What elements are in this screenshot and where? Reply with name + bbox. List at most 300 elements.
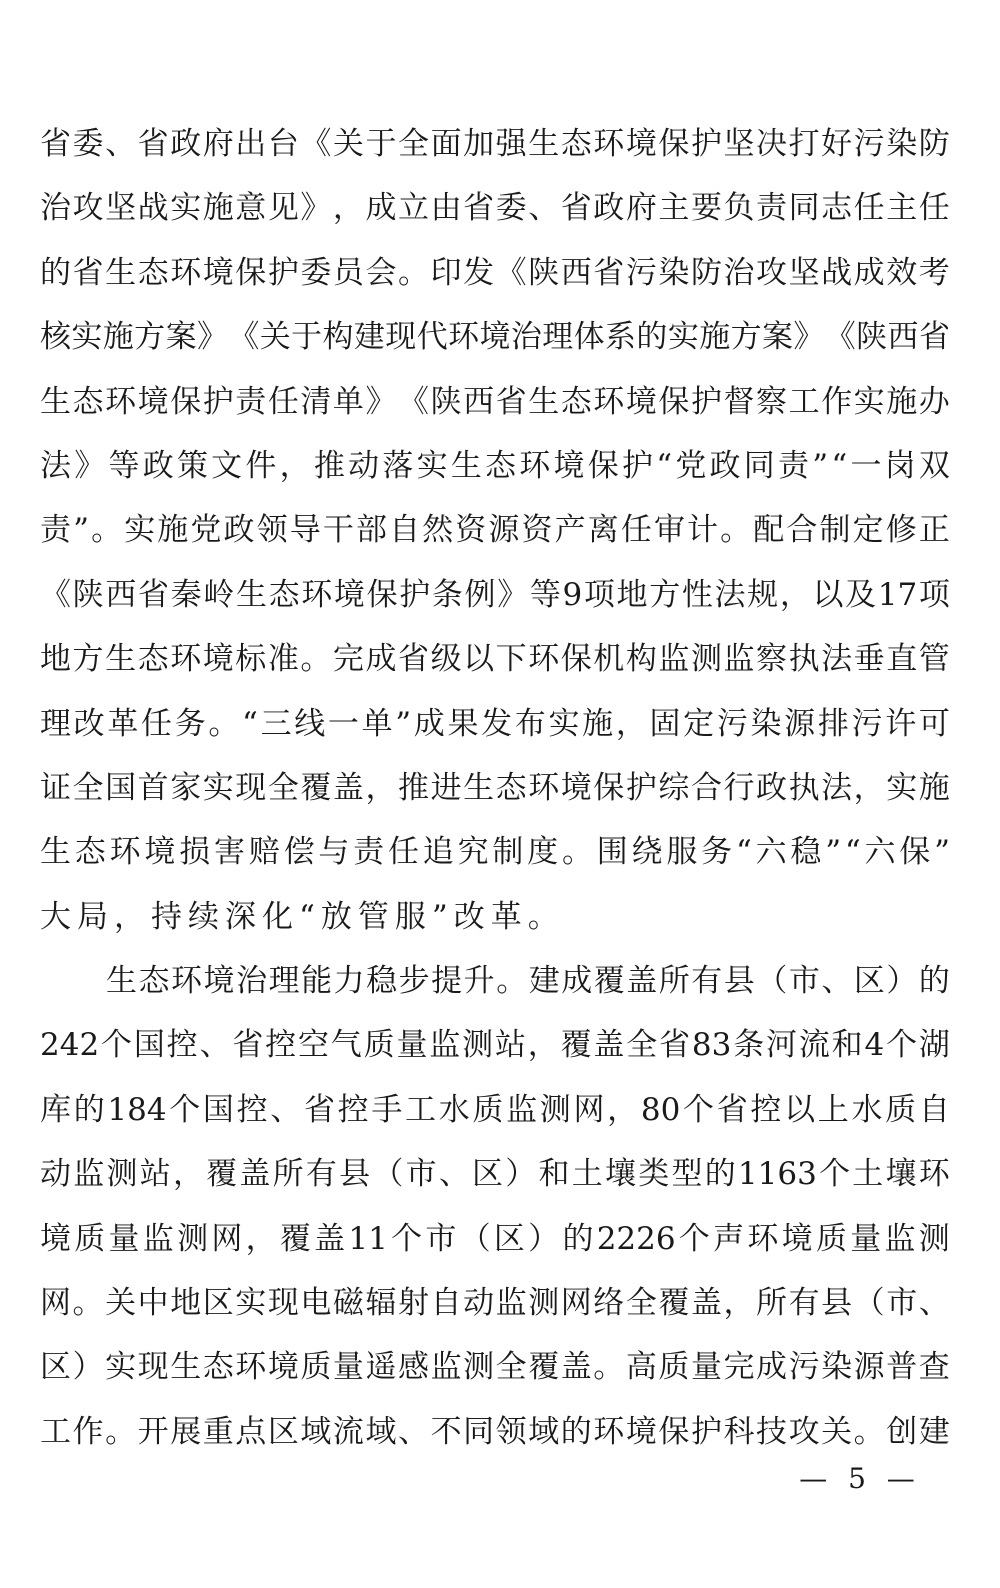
text-glyph: 覆 — [658, 1285, 690, 1322]
text-glyph: 监 — [429, 1027, 461, 1064]
text-glyph: 覆 — [528, 1349, 560, 1386]
text-line — [40, 820, 950, 884]
text-glyph: 态 — [495, 769, 527, 806]
text-glyph: 现 — [137, 1349, 169, 1386]
text-glyph: 理 — [40, 705, 71, 742]
text-glyph: 施 — [157, 512, 189, 549]
text-glyph: 护 — [690, 126, 722, 162]
text-glyph: 施 — [102, 319, 134, 356]
text-glyph: 有 — [788, 1285, 820, 1322]
text-glyph: 工 — [405, 1091, 437, 1128]
text-glyph: 系 — [605, 319, 637, 356]
text-glyph: 产 — [554, 512, 586, 549]
text-glyph: 防 — [918, 126, 950, 162]
text-glyph: 不 — [430, 1413, 462, 1450]
text-glyph: ” — [934, 834, 950, 871]
text-glyph: 生 — [235, 576, 267, 613]
text-glyph: 污 — [716, 705, 748, 742]
text-glyph: 以 — [463, 641, 495, 678]
text-glyph: 委 — [72, 126, 104, 162]
text-glyph: 同 — [788, 190, 820, 227]
text-glyph: 生 — [40, 383, 71, 420]
text-glyph: 市 — [886, 1285, 918, 1322]
text-glyph: 态 — [268, 576, 300, 613]
text-glyph: 攻 — [788, 1413, 820, 1450]
text-glyph: 80 — [640, 1091, 681, 1128]
text-glyph: 感 — [398, 1349, 430, 1386]
text-glyph: 普 — [886, 1349, 918, 1386]
text-glyph: 性 — [681, 576, 713, 613]
text-glyph: 提 — [431, 963, 463, 1000]
text-glyph: 双 — [918, 447, 950, 484]
text-glyph: 法 — [714, 576, 746, 613]
text-glyph: 覆 — [279, 1220, 311, 1257]
text-glyph: 政 — [756, 769, 788, 806]
text-glyph: 作 — [821, 383, 853, 420]
text-glyph: 治 — [40, 190, 71, 227]
text-glyph: 家 — [170, 769, 202, 806]
text-glyph: 。 — [398, 254, 430, 291]
text-glyph: 落 — [382, 447, 414, 484]
text-glyph: 护 — [621, 447, 653, 484]
text-glyph: 步 — [398, 963, 430, 1000]
text-glyph: 质 — [363, 1027, 395, 1064]
text-glyph: 、 — [270, 1091, 302, 1128]
text-glyph: 关 — [332, 126, 364, 162]
text-glyph: 科 — [723, 1413, 755, 1450]
text-glyph: 续 — [188, 898, 219, 935]
text-glyph: 工 — [788, 383, 820, 420]
text-glyph: 生 — [40, 834, 71, 871]
text-glyph: 地 — [40, 641, 71, 678]
text-glyph: 任 — [267, 383, 299, 420]
text-glyph: 政 — [170, 126, 202, 162]
text-glyph: 省 — [918, 319, 950, 356]
text-glyph: 自 — [918, 1091, 950, 1128]
text-glyph: ， — [723, 1285, 755, 1322]
text-glyph: 项 — [583, 576, 615, 613]
text-glyph: 网 — [40, 1285, 71, 1322]
text-glyph: 《 — [398, 383, 430, 420]
text-glyph: 》 — [300, 190, 332, 227]
text-glyph: 盖 — [239, 1156, 271, 1193]
text-glyph: ， — [615, 705, 647, 742]
text-glyph: 》 — [365, 383, 397, 420]
text-glyph: 络 — [593, 1285, 625, 1322]
text-line — [40, 176, 950, 240]
text-glyph: 攻 — [756, 254, 788, 291]
text-glyph: 盖 — [560, 1349, 592, 1386]
text-glyph: 控 — [236, 1091, 268, 1128]
text-glyph: 条 — [733, 1027, 765, 1064]
text-glyph: 个 — [683, 1091, 714, 1128]
text-glyph: 境 — [202, 641, 234, 678]
text-glyph: ） — [886, 963, 918, 1000]
text-glyph: 态 — [485, 447, 517, 484]
text-glyph: 生 — [528, 126, 560, 162]
text-glyph: 污 — [788, 1349, 820, 1386]
text-glyph: 。 — [208, 705, 240, 742]
text-glyph: 、 — [199, 1027, 231, 1064]
text-glyph: ， — [332, 190, 364, 227]
text-glyph: 推 — [313, 447, 345, 484]
text-glyph: 及 — [845, 576, 877, 613]
text-glyph: 《 — [228, 319, 260, 356]
text-glyph: 市 — [405, 1156, 437, 1193]
text-glyph: 个 — [101, 1027, 132, 1064]
text-glyph: 同 — [743, 447, 775, 484]
text-glyph: 由 — [430, 190, 462, 227]
text-glyph: 生 — [105, 641, 137, 678]
text-glyph: 保 — [658, 126, 690, 162]
text-glyph: 府 — [625, 190, 657, 227]
text-glyph: 战 — [821, 254, 853, 291]
text-glyph: 法 — [821, 641, 853, 678]
text-glyph: 建 — [528, 963, 560, 1000]
text-glyph: 责 — [756, 190, 788, 227]
text-glyph: 许 — [885, 705, 917, 742]
text-glyph: 合 — [690, 769, 722, 806]
text-glyph: 境 — [333, 576, 365, 613]
text-glyph: 境 — [625, 1413, 657, 1450]
text-glyph: 流 — [332, 1413, 364, 1450]
text-glyph: 。 — [496, 963, 528, 1000]
text-glyph: 。 — [300, 641, 332, 678]
text-glyph: 下 — [495, 641, 527, 678]
text-glyph: 、 — [105, 126, 137, 162]
text-glyph: 站 — [139, 1156, 171, 1193]
text-glyph: 办 — [918, 383, 950, 420]
text-glyph: 制 — [819, 512, 851, 549]
text-glyph: 党 — [190, 512, 222, 549]
text-glyph: 实 — [170, 190, 202, 227]
text-glyph: 动 — [463, 1285, 495, 1322]
text-glyph: 染 — [658, 254, 690, 291]
text-glyph: 环 — [593, 383, 625, 420]
text-glyph: 电 — [300, 1285, 332, 1322]
text-glyph: 督 — [723, 383, 755, 420]
text-glyph: 治 — [510, 319, 542, 356]
text-glyph: 防 — [690, 254, 722, 291]
text-glyph: 证 — [40, 769, 71, 806]
text-glyph: 保 — [170, 383, 202, 420]
text-glyph: “ — [299, 898, 315, 935]
text-glyph: 线 — [294, 705, 326, 742]
text-glyph: ” — [395, 705, 412, 742]
text-glyph: 成 — [365, 190, 397, 227]
text-glyph: 于 — [365, 126, 397, 162]
text-glyph: 施 — [918, 769, 950, 806]
text-glyph: 政 — [593, 190, 625, 227]
text-glyph: 境 — [553, 447, 585, 484]
text-glyph: 主 — [886, 190, 918, 227]
text-glyph: 染 — [821, 1349, 853, 1386]
text-line — [40, 1335, 950, 1399]
text-glyph: 实 — [235, 1285, 267, 1322]
text-glyph: 治 — [723, 254, 755, 291]
text-glyph: 境 — [560, 769, 592, 806]
text-glyph: 一 — [327, 705, 359, 742]
text-glyph: 遥 — [365, 1349, 397, 1386]
text-glyph: 测 — [177, 1220, 209, 1257]
text-glyph: 能 — [301, 963, 333, 1000]
text-glyph: （ — [853, 1285, 885, 1322]
text-glyph: 全 — [626, 1027, 658, 1064]
text-glyph: 的 — [918, 963, 950, 1000]
text-glyph: 量 — [850, 1220, 882, 1257]
text-glyph: 态 — [72, 383, 104, 420]
text-glyph: 质 — [300, 1349, 332, 1386]
text-glyph: 保 — [560, 641, 592, 678]
text-glyph: 。 — [105, 1413, 137, 1450]
text-glyph: 全 — [625, 1285, 657, 1322]
text-glyph: 区 — [202, 1285, 234, 1322]
text-glyph: 保 — [658, 1413, 690, 1450]
text-glyph: 服 — [666, 834, 698, 871]
text-glyph: 量 — [108, 1220, 140, 1257]
text-glyph: ） — [528, 1220, 560, 1257]
text-glyph: 和 — [538, 1156, 570, 1193]
text-glyph: 环 — [528, 769, 560, 806]
text-glyph: 地 — [616, 576, 648, 613]
text-glyph: 态 — [137, 641, 169, 678]
text-glyph: （ — [756, 963, 788, 1000]
text-glyph: 印 — [430, 254, 462, 291]
text-glyph: 攻 — [72, 190, 104, 227]
text-glyph: 推 — [398, 769, 430, 806]
text-glyph: 创 — [886, 1413, 918, 1450]
text-glyph: 强 — [495, 126, 527, 162]
text-glyph: “ — [844, 834, 861, 871]
text-glyph: 技 — [756, 1413, 788, 1450]
text-glyph: 理 — [268, 963, 300, 1000]
text-glyph: 建 — [918, 1413, 950, 1450]
text-glyph: 自 — [389, 512, 421, 549]
text-glyph: 六 — [864, 834, 896, 871]
text-glyph: 核 — [40, 319, 71, 356]
text-glyph: 监 — [73, 1156, 105, 1193]
text-glyph: 1163 — [737, 1156, 817, 1193]
text-glyph: 导 — [289, 512, 321, 549]
text-glyph: 监 — [658, 641, 690, 678]
text-glyph: 、 — [528, 190, 560, 227]
text-glyph: 考 — [918, 254, 950, 291]
text-glyph: 要 — [690, 190, 722, 227]
text-glyph: 省 — [40, 126, 71, 162]
text-glyph: 染 — [750, 705, 782, 742]
text-glyph: 与 — [318, 834, 350, 871]
text-glyph: 站 — [494, 1027, 526, 1064]
text-glyph: 损 — [179, 834, 211, 871]
text-glyph: 境 — [625, 383, 657, 420]
text-glyph: 壤 — [604, 1156, 636, 1193]
text-glyph: 成 — [853, 254, 885, 291]
text-glyph: 有 — [305, 1156, 337, 1193]
text-glyph: 保 — [899, 834, 931, 871]
text-glyph: 项 — [918, 576, 950, 613]
text-line — [40, 370, 950, 434]
text-glyph: 任 — [620, 512, 652, 549]
text-glyph: 控 — [337, 1091, 369, 1128]
text-glyph: 台 — [267, 126, 299, 162]
text-glyph: 区 — [472, 1156, 504, 1193]
text-glyph: 、 — [918, 1285, 950, 1322]
text-glyph: 护 — [690, 383, 722, 420]
text-glyph: 体 — [573, 319, 605, 356]
text-glyph: 定 — [852, 512, 884, 549]
text-glyph: 发 — [463, 254, 495, 291]
text-glyph: 生 — [528, 383, 560, 420]
text-glyph: 测 — [539, 1091, 571, 1128]
text-glyph: 排 — [817, 705, 849, 742]
text-glyph: 坚 — [723, 126, 755, 162]
text-glyph: 域 — [528, 1413, 560, 1450]
text-glyph: 会 — [365, 254, 397, 291]
text-glyph: “ — [735, 834, 752, 871]
text-glyph: 可 — [918, 705, 950, 742]
page-number: — 5 — — [799, 1462, 921, 1495]
text-glyph: ， — [779, 576, 811, 613]
text-glyph: 负 — [723, 190, 755, 227]
text-glyph: 测 — [462, 1027, 494, 1064]
text-glyph: 度 — [527, 834, 559, 871]
text-glyph: 环 — [747, 1220, 779, 1257]
text-glyph: 审 — [653, 512, 685, 549]
text-glyph: 9 — [562, 576, 583, 613]
text-glyph: 战 — [137, 190, 169, 227]
text-glyph: 个 — [678, 1220, 710, 1257]
text-glyph: 环 — [105, 383, 137, 420]
text-glyph: 、 — [821, 963, 853, 1000]
text-glyph: 环 — [109, 834, 141, 871]
text-glyph: 所 — [272, 1156, 304, 1193]
text-glyph: 个 — [886, 1027, 918, 1064]
text-glyph: 决 — [756, 126, 788, 162]
text-glyph: 测 — [106, 1156, 138, 1193]
text-line — [40, 241, 950, 305]
text-glyph: 单 — [332, 383, 364, 420]
text-glyph: 害 — [213, 834, 245, 871]
text-glyph: 省 — [716, 1091, 748, 1128]
text-glyph: ， — [365, 769, 397, 806]
text-glyph: 等 — [529, 576, 561, 613]
text-glyph: 保 — [593, 769, 625, 806]
text-glyph: 见 — [267, 190, 299, 227]
text-glyph: 革 — [107, 705, 139, 742]
text-glyph: “ — [656, 447, 673, 484]
text-glyph: 省 — [463, 190, 495, 227]
text-glyph: 果 — [447, 705, 479, 742]
text-glyph: 质 — [472, 1091, 504, 1128]
text-glyph: 执 — [788, 769, 820, 806]
text-line — [40, 885, 950, 949]
text-glyph: 护 — [202, 383, 234, 420]
text-glyph: 覆 — [300, 769, 332, 806]
text-glyph: 部 — [355, 512, 387, 549]
text-glyph: 11 — [348, 1220, 388, 1257]
text-line — [40, 627, 950, 691]
text-glyph: 代 — [416, 319, 448, 356]
text-glyph: 动 — [40, 1156, 71, 1193]
text-glyph: 稳 — [366, 963, 398, 1000]
text-glyph: 护 — [399, 576, 431, 613]
text-glyph: 污 — [625, 254, 657, 291]
text-glyph: 意 — [235, 190, 267, 227]
text-line — [40, 1271, 950, 1335]
text-glyph: 定 — [683, 705, 715, 742]
text-glyph: 察 — [756, 383, 788, 420]
text-glyph: 态 — [202, 1349, 234, 1386]
text-glyph: 测 — [690, 641, 722, 678]
text-glyph: 秦 — [170, 576, 202, 613]
text-glyph: 同 — [463, 1413, 495, 1450]
text-glyph: 生 — [106, 963, 137, 1000]
text-glyph: 省 — [137, 126, 169, 162]
text-line — [40, 692, 950, 756]
text-glyph: 偿 — [283, 834, 315, 871]
text-glyph: 。 — [91, 512, 123, 549]
text-glyph: 务 — [174, 705, 206, 742]
text-glyph: 监 — [723, 641, 755, 678]
text-glyph: 革 — [490, 898, 522, 935]
text-glyph: （ — [459, 1220, 491, 1257]
text-glyph: 布 — [514, 705, 546, 742]
text-glyph: 覆 — [206, 1156, 238, 1193]
text-glyph: 184 — [107, 1091, 167, 1128]
text-glyph: 效 — [886, 254, 918, 291]
text-glyph: 监 — [495, 1285, 527, 1322]
text-glyph: 的 — [704, 1156, 736, 1193]
text-glyph: 型 — [671, 1156, 703, 1193]
text-glyph: 直 — [886, 641, 918, 678]
text-glyph: 法 — [40, 447, 71, 484]
text-glyph: 空 — [297, 1027, 329, 1064]
text-glyph: ， — [279, 447, 311, 484]
text-glyph: 工 — [40, 1413, 71, 1450]
text-glyph: 市 — [788, 963, 820, 1000]
text-glyph: 任 — [853, 190, 885, 227]
text-glyph: 保 — [235, 254, 267, 291]
text-line — [40, 1013, 950, 1077]
text-glyph: 《 — [300, 126, 332, 162]
text-glyph: 方 — [730, 319, 762, 356]
text-glyph: 委 — [300, 254, 332, 291]
text-line — [40, 1078, 950, 1142]
text-glyph: 个 — [819, 1156, 851, 1193]
text-glyph: 陕 — [430, 383, 462, 420]
text-glyph: 改 — [73, 705, 105, 742]
text-glyph: 务 — [701, 834, 733, 871]
text-glyph: 实 — [548, 705, 580, 742]
text-glyph: “ — [831, 447, 848, 484]
text-glyph: 实 — [71, 319, 103, 356]
text-glyph: 成 — [561, 963, 593, 1000]
text-glyph: 质 — [658, 1349, 690, 1386]
text-glyph: 资 — [455, 512, 487, 549]
text-glyph: 覆 — [560, 1027, 592, 1064]
text-glyph: 源 — [488, 512, 520, 549]
text-glyph: 实 — [853, 383, 885, 420]
text-glyph: 态 — [560, 383, 592, 420]
text-glyph: 机 — [593, 641, 625, 678]
text-glyph: 实 — [124, 512, 156, 549]
text-glyph: 西 — [560, 254, 592, 291]
text-glyph: 盖 — [690, 1285, 722, 1322]
text-glyph: 手 — [371, 1091, 403, 1128]
text-glyph: 控 — [166, 1027, 198, 1064]
text-glyph: 政 — [223, 512, 255, 549]
text-glyph: 国 — [133, 1027, 165, 1064]
